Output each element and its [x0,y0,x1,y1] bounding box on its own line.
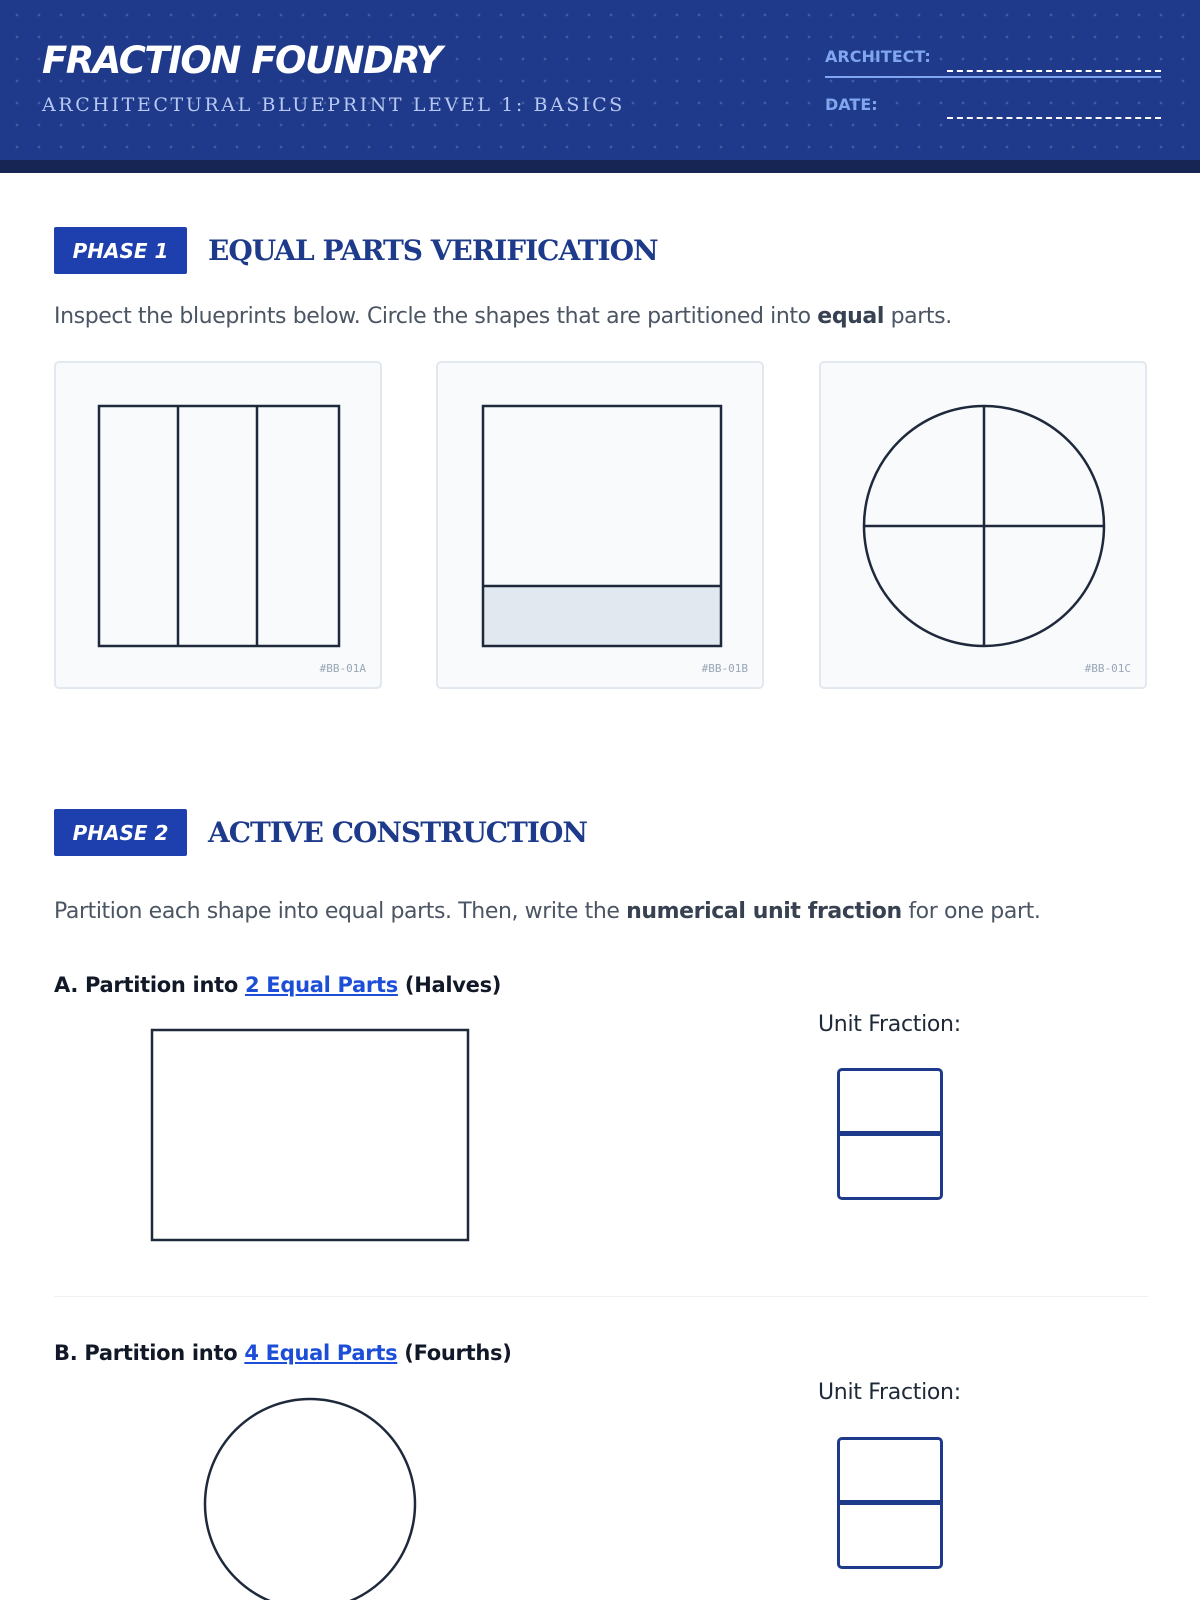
part-a-link[interactable]: 2 Equal Parts [244,973,398,997]
part-b-fraction-box[interactable] [837,1437,943,1569]
blueprint-card-c[interactable] [819,361,1147,689]
phase1-instruction-bold: equal [817,304,885,329]
three-strip-rectangle-shape[interactable] [56,363,382,689]
card-id: #BB-01A [319,662,366,675]
worksheet-header [0,0,1200,160]
part-b-circle-shape[interactable] [200,1394,420,1600]
phase1-badge: PHASE 1 [54,227,187,274]
part-b-suffix: (Fourths) [397,1341,512,1365]
section-divider [54,1296,1148,1297]
architect-field[interactable] [947,70,1161,72]
part-b-prefix: B. Partition into [54,1341,245,1365]
phase1-instruction-suffix: parts. [884,304,952,329]
part-a-fraction-box[interactable] [837,1068,943,1200]
card-id: #BB-01C [1084,662,1131,675]
architect-underline [825,76,1161,78]
date-field[interactable] [947,117,1161,119]
fraction-bar [840,1500,940,1505]
phase2-instruction-suffix: for one part. [901,899,1041,924]
card-id: #BB-01B [701,662,748,675]
part-a-rectangle-shape[interactable] [150,1028,472,1244]
part-b-link[interactable]: 4 Equal Parts [244,1341,398,1365]
phase1-instruction-prefix: Inspect the blueprints below. Circle the shapes that are partitioned into [54,304,818,329]
part-a-prefix: A. Partition into [54,973,245,997]
worksheet-title: FRACTION FOUNDRY [42,39,442,82]
phase1-instruction [54,306,952,328]
phase2-title: ACTIVE CONSTRUCTION [208,816,587,849]
fraction-bar [840,1131,940,1136]
part-a-suffix: (Halves) [397,973,502,997]
blueprint-card-b[interactable] [436,361,764,689]
part-b-heading [54,1343,512,1364]
unequal-split-square-shape[interactable] [438,363,764,689]
architect-label: ARCHITECT: [825,47,931,66]
part-a-unit-label: Unit Fraction: [818,1012,961,1037]
quartered-circle-shape[interactable] [821,363,1147,689]
date-label: DATE: [825,95,878,114]
part-b-unit-label: Unit Fraction: [818,1380,961,1405]
part-a-heading [54,975,501,996]
worksheet-subtitle: ARCHITECTURAL BLUEPRINT LEVEL 1: BASICS [42,94,625,116]
phase1-title: EQUAL PARTS VERIFICATION [208,234,658,267]
phase2-instruction [54,901,1040,923]
phase2-instruction-prefix: Partition each shape into equal parts. Then, write the [54,899,627,924]
phase2-instruction-bold: numerical unit fraction [626,899,902,924]
phase2-badge: PHASE 2 [54,809,187,856]
header-bottom-bar [0,160,1200,173]
blueprint-card-a[interactable] [54,361,382,689]
